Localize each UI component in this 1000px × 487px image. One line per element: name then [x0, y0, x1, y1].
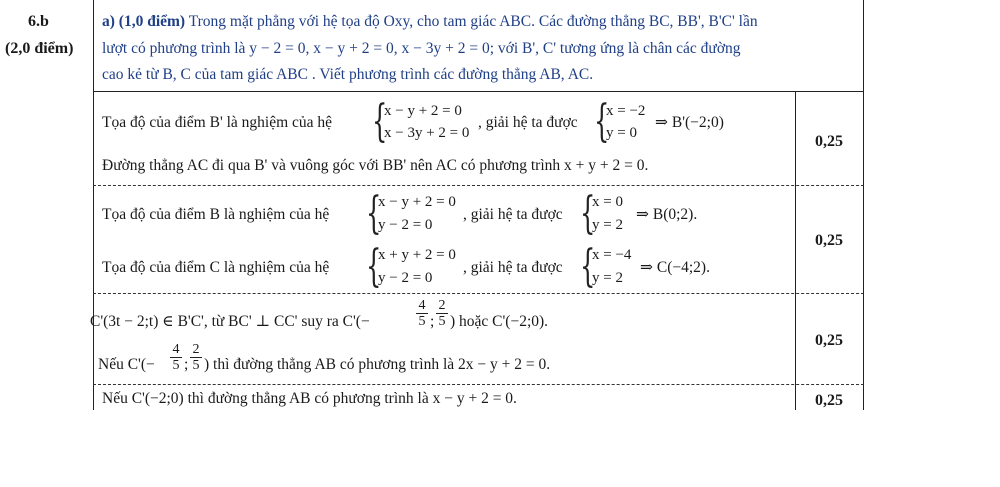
solution-row-6-intro: Nếu C'(−	[98, 356, 155, 373]
fraction-numerator: 4	[170, 342, 182, 358]
system-brace: {	[366, 241, 382, 292]
result-brace: {	[594, 96, 610, 147]
system-brace: {	[372, 96, 388, 147]
fraction-four-fifths	[170, 342, 182, 373]
system-brace: {	[366, 188, 382, 239]
system-4-eq-1: x + y + 2 = 0	[378, 247, 456, 263]
solution-row-3-mid: , giải hệ ta được	[463, 206, 563, 223]
fraction-numerator: 4	[416, 298, 428, 314]
solution-row-7: Nếu C'(−2;0) thì đường thẳng AB có phương trình là x − y + 2 = 0.	[102, 390, 517, 407]
fraction-numerator: 2	[190, 342, 202, 358]
result-1-eq-1: x = −2	[606, 103, 646, 119]
fraction-denominator: 5	[172, 358, 180, 373]
score-3: 0,25	[815, 332, 843, 349]
table-border-right	[863, 0, 864, 410]
fraction-four-fifths	[416, 298, 428, 329]
table-divider-dashed-2	[93, 293, 864, 294]
solution-row-2: Đường thẳng AC đi qua B' và vuông góc với BB' nên AC có phương trình x + y + 2 = 0.	[102, 157, 649, 174]
problem-line-2: lượt có phương trình là y − 2 = 0, x − y + 2 = 0, x − 3y + 2 = 0; với B', C' tương ứng là chân các đường	[102, 40, 741, 57]
result-brace: {	[580, 241, 596, 292]
score-2: 0,25	[815, 232, 843, 249]
solution-row-4-result: ⇒ C(−4;2).	[640, 259, 710, 276]
question-number: 6.b	[28, 13, 49, 30]
table-border-score-left	[795, 91, 796, 410]
solution-row-1-mid: , giải hệ ta được	[478, 114, 578, 131]
solution-row-1-intro: Tọa độ của điểm B' là nghiệm của hệ	[102, 114, 333, 131]
problem-label: a) (1,0 điểm)	[102, 13, 186, 30]
fraction-two-fifths	[436, 298, 448, 329]
fraction-separator: ;	[184, 356, 189, 373]
result-3-eq-2: y = 2	[592, 217, 623, 233]
result-3-eq-1: x = 0	[592, 194, 623, 210]
score-4: 0,25	[815, 392, 843, 409]
system-1-eq-2: x − 3y + 2 = 0	[384, 125, 470, 141]
solution-row-3-result: ⇒ B(0;2).	[636, 206, 698, 223]
fraction-denominator: 5	[418, 314, 426, 329]
solution-row-4-intro: Tọa độ của điểm C là nghiệm của hệ	[102, 259, 330, 276]
problem-line-1	[102, 12, 758, 32]
solution-row-6-result: ) thì đường thẳng AB có phương trình là 2x − y + 2 = 0.	[204, 356, 551, 373]
system-3-eq-1: x − y + 2 = 0	[378, 194, 456, 210]
solution-row-5-intro: C'(3t − 2;t) ∈ B'C', từ BC' ⊥ CC' suy ra C'(−	[90, 313, 370, 330]
solution-row-1-result: ⇒ B'(−2;0)	[655, 114, 724, 131]
question-points: (2,0 điểm)	[5, 40, 74, 57]
fraction-denominator: 5	[192, 358, 200, 373]
fraction-numerator: 2	[436, 298, 448, 314]
solution-row-5-result: ) hoặc C'(−2;0).	[450, 313, 549, 330]
score-1: 0,25	[815, 133, 843, 150]
table-divider-dashed-1	[93, 185, 864, 186]
system-3-eq-2: y − 2 = 0	[378, 217, 433, 233]
table-border-left	[93, 0, 94, 410]
table-divider-dashed-3	[93, 384, 864, 385]
result-4-eq-2: y = 2	[592, 270, 623, 286]
result-1-eq-2: y = 0	[606, 125, 637, 141]
fraction-denominator: 5	[438, 314, 446, 329]
system-4-eq-2: y − 2 = 0	[378, 270, 433, 286]
result-4-eq-1: x = −4	[592, 247, 632, 263]
result-brace: {	[580, 188, 596, 239]
solution-row-3-intro: Tọa độ của điểm B là nghiệm của hệ	[102, 206, 330, 223]
table-divider-problem	[93, 91, 864, 92]
fraction-two-fifths	[190, 342, 202, 373]
solution-row-4-mid: , giải hệ ta được	[463, 259, 563, 276]
fraction-separator: ;	[430, 313, 435, 330]
problem-line-3: cao kẻ từ B, C của tam giác ABC . Viết phương trình các đường thẳng AB, AC.	[102, 66, 594, 83]
system-1-eq-1: x − y + 2 = 0	[384, 103, 462, 119]
problem-text-1: Trong mặt phẳng với hệ tọa độ Oxy, cho tam giác ABC. Các đường thẳng BC, BB', B'C' lần	[188, 13, 758, 30]
